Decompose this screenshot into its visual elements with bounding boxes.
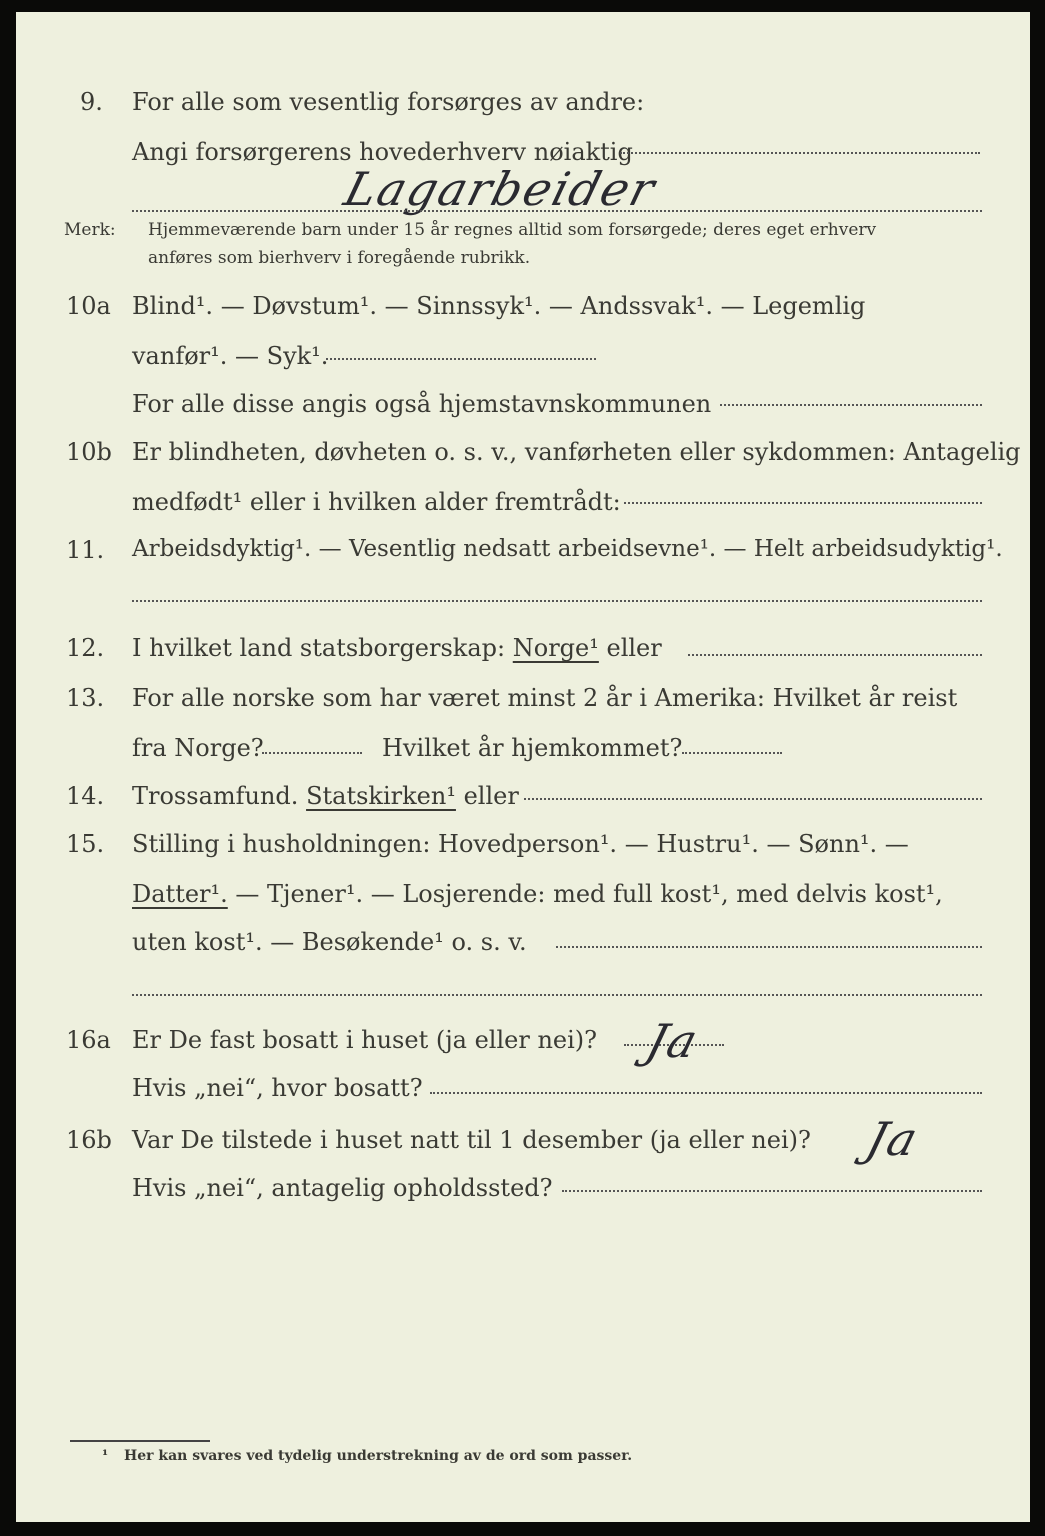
q12-norge: Norge¹	[512, 634, 599, 662]
note-label: Merk:	[64, 220, 116, 240]
answer-line	[326, 358, 596, 360]
q15-text-2	[132, 880, 943, 908]
q9-text-2: Angi forsørgerens hovederhverv nøiaktig	[132, 138, 633, 166]
answer-line	[620, 152, 980, 154]
q9-text: For alle som vesentlig forsørges av andre:	[132, 88, 645, 116]
q16a-text: Er De fast bosatt i huset (ja eller nei)?	[132, 1026, 598, 1054]
handwritten-answer: Ja	[640, 1014, 706, 1068]
q13-text: For alle norske som har været minst 2 år i Amerika: Hvilket år reist	[132, 684, 958, 712]
q15-text-3: uten kost¹. — Besøkende¹ o. s. v.	[132, 928, 527, 956]
q13-text-2b: Hvilket år hjemkommet?	[382, 734, 683, 762]
q10a-text: Blind¹. — Døvstum¹. — Sinnssyk¹. — Andssvak¹. — Legemlig	[132, 292, 866, 320]
q14-text	[132, 782, 519, 810]
question-number: 16b	[66, 1126, 112, 1154]
q10a-text-3: For alle disse angis også hjemstavnskommunen	[132, 390, 712, 418]
answer-line	[524, 798, 982, 800]
q12-prefix: I hvilket land statsborgerskap:	[132, 634, 506, 662]
question-number: 10b	[66, 438, 112, 466]
answer-line	[720, 404, 982, 406]
q16b-text: Var De tilstede i huset natt til 1 desember (ja eller nei)?	[132, 1126, 811, 1154]
footnote-rule	[70, 1440, 210, 1442]
q11-text: Arbeidsdyktig¹. — Vesentlig nedsatt arbeidsevne¹. — Helt arbeidsudyktig¹.	[132, 536, 1003, 562]
question-number: 11.	[66, 536, 105, 564]
q10b-text: Er blindheten, døvheten o. s. v., vanførheten eller sykdommen: Antagelig	[132, 438, 1021, 466]
answer-line	[430, 1092, 982, 1094]
answer-line	[556, 946, 982, 948]
answer-line	[262, 752, 362, 754]
q16a-text-2: Hvis „nei“, hvor bosatt?	[132, 1074, 423, 1102]
q10b-text-2: medfødt¹ eller i hvilken alder fremtrådt:	[132, 488, 621, 516]
question-number: 9.	[80, 88, 103, 116]
question-number: 15.	[66, 830, 105, 858]
answer-line	[132, 994, 982, 996]
footnote-mark: ¹	[102, 1448, 109, 1464]
q16b-text-2: Hvis „nei“, antagelig opholdssted?	[132, 1174, 553, 1202]
handwritten-answer: Lagarbeider	[338, 162, 663, 216]
q14-suffix: eller	[463, 782, 519, 810]
answer-line	[562, 1190, 982, 1192]
q12-text	[132, 634, 662, 662]
answer-line	[624, 502, 982, 504]
q14-statskirken: Statskirken¹	[306, 782, 456, 810]
question-number: 10a	[66, 292, 111, 320]
answer-line	[682, 752, 782, 754]
q15-datter: Datter¹.	[132, 880, 228, 908]
q14-prefix: Trossamfund.	[132, 782, 299, 810]
note-text-2: anføres som bierhverv i foregående rubrikk.	[148, 248, 531, 268]
q15-line2: — Tjener¹. — Losjerende: med full kost¹, med delvis kost¹,	[235, 880, 943, 908]
q13-text-2a: fra Norge?	[132, 734, 264, 762]
q12-suffix: eller	[606, 634, 662, 662]
handwritten-answer: Ja	[860, 1112, 926, 1166]
note-text: Hjemmeværende barn under 15 år regnes alltid som forsørgede; deres eget erhverv	[148, 220, 877, 240]
q10a-text-2: vanfør¹. — Syk¹.	[132, 342, 329, 370]
question-number: 16a	[66, 1026, 111, 1054]
question-number: 14.	[66, 782, 105, 810]
answer-line	[132, 210, 982, 212]
footnote-text: Her kan svares ved tydelig understrekning av de ord som passer.	[124, 1448, 633, 1464]
question-number: 12.	[66, 634, 105, 662]
q15-text: Stilling i husholdningen: Hovedperson¹. — Hustru¹. — Sønn¹. —	[132, 830, 909, 858]
answer-line	[688, 654, 982, 656]
answer-line	[132, 600, 982, 602]
census-form-page	[16, 12, 1030, 1522]
question-number: 13.	[66, 684, 105, 712]
